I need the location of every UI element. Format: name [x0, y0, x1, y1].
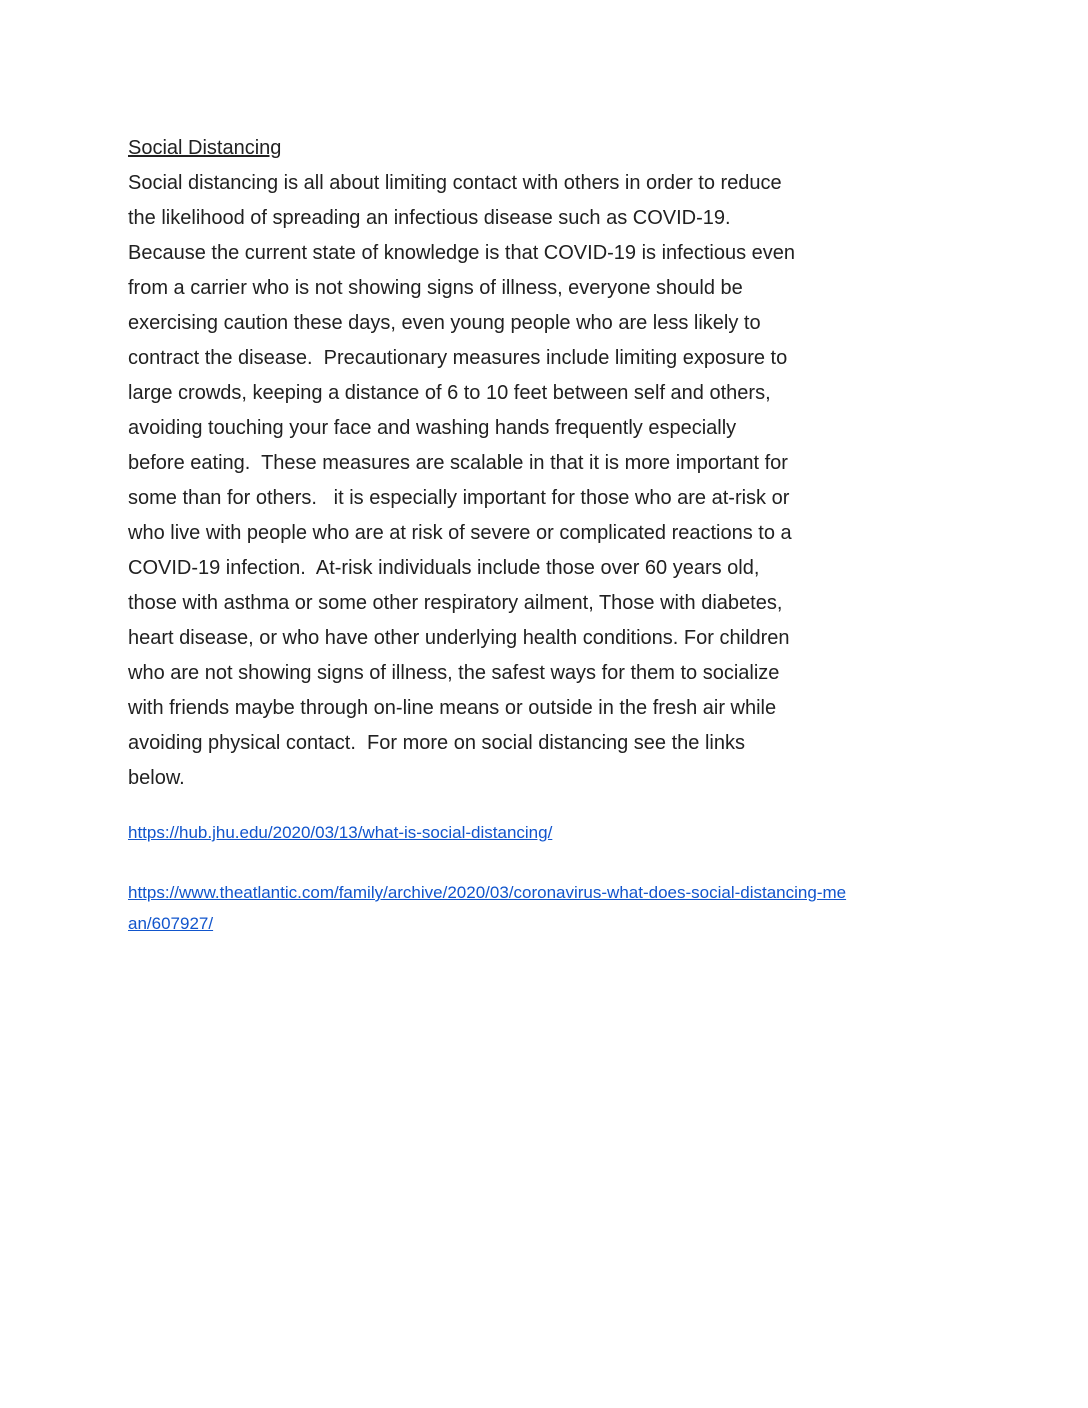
- paragraph-line: avoiding touching your face and washing hands frequently especially: [128, 417, 737, 439]
- paragraph-line: those with asthma or some other respiratory ailment, Those with diabetes,: [128, 592, 783, 614]
- link-text: https://hub.jhu.edu/2020/03/13/what-is-social-distancing/: [128, 823, 553, 842]
- body-paragraph: [128, 166, 970, 796]
- paragraph-line: who live with people who are at risk of severe or complicated reactions to a: [128, 522, 792, 544]
- paragraph-line: heart disease, or who have other underlying health conditions. For children: [128, 627, 790, 649]
- paragraph-line: large crowds, keeping a distance of 6 to 10 feet between self and others,: [128, 382, 771, 404]
- paragraph-line: with friends maybe through on-line means or outside in the fresh air while: [128, 697, 777, 719]
- paragraph-line: Social distancing is all about limiting contact with others in order to reduce: [128, 172, 782, 194]
- paragraph-line: COVID-19 infection. At-risk individuals include those over 60 years old,: [128, 557, 760, 579]
- paragraph-line: from a carrier who is not showing signs of illness, everyone should be: [128, 277, 743, 299]
- paragraph-line: the likelihood of spreading an infectious disease such as COVID-19.: [128, 207, 731, 229]
- paragraph-line: contract the disease. Precautionary measures include limiting exposure to: [128, 347, 788, 369]
- link-text-line-2: an/607927/: [128, 914, 214, 933]
- paragraph-line: who are not showing signs of illness, the safest ways for them to socialize: [128, 662, 780, 684]
- paragraph-line: Because the current state of knowledge is that COVID-19 is infectious even: [128, 242, 796, 264]
- link-theatlantic-social-distancing[interactable]: [128, 877, 970, 939]
- paragraph-line: below.: [128, 767, 185, 789]
- paragraph-line: avoiding physical contact. For more on social distancing see the links: [128, 732, 745, 754]
- paragraph-line: before eating. These measures are scalable in that it is more important for: [128, 452, 788, 474]
- link-text-line-1: https://www.theatlantic.com/family/archive/2020/03/coronavirus-what-does-social-distancing-me: [128, 883, 847, 902]
- paragraph-line: some than for others. it is especially important for those who are at-risk or: [128, 487, 790, 509]
- links-block: [128, 817, 970, 939]
- link-jhu-what-is-social-distancing[interactable]: [128, 817, 970, 848]
- paragraph-line: exercising caution these days, even young people who are less likely to: [128, 312, 761, 334]
- document-title: Social Distancing: [128, 137, 282, 159]
